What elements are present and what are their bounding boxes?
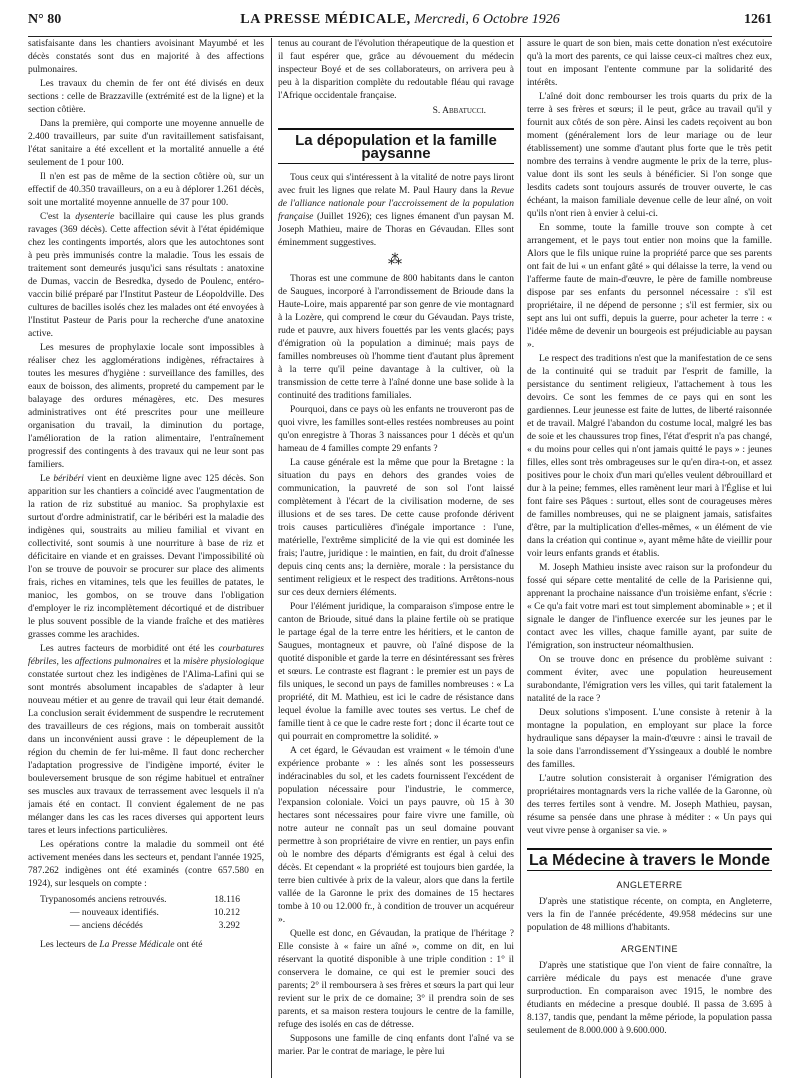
paragraph: Quelle est donc, en Gévaudan, la pratique de l'héritage ? Elle consiste à « faire un aîné », comme on dit, en lui réservant la quotité disponible à une triple condition : 1° il conservera le domaine, ce qui est le premier souci des parents; 2° il remboursera à ses frères et sœurs la part qui leur revient sur le prix de ce domaine; 3° il prendra soin de ses parents, et sa maison restera toujours le centre de la famille, refuge des isolés en cas de détresse. — [278, 929, 514, 1030]
country-heading: ANGLETERRE — [616, 880, 683, 890]
publication-name: LA PRESSE MÉDICALE, — [240, 12, 411, 27]
text-run: constatée surtout chez les indigènes de l'Alima-Lafini qui se sont montrés absolument incapables de s'adapter à leur nouveau métier et au genre de travail qui leur était demandé. La conclusion serait évidemment de suspendre le recrutement des travailleurs de ces régions, mais on tomberait aussitôt dans un inconvénient aussi grave : le dépeuplement de la région du chemin de fer lui-même. Il faut donc rechercher l'adaptation progressive de l'indigène importé, éviter le bouleversement brusque de son régime habituel et entraîner ses muscles aux travaux de terrassement avec lesquels il n'a jamais été en contact. Il convient également de ne pas mélanger dans les cas les races diverses qui apportent leurs tares et leurs infections particulières. — [28, 670, 264, 836]
paragraph: Thoras est une commune de 800 habitants dans le canton de Saugues, incorporé à l'arrondissement de Brioude dans la Haute-Loire, mais apparenté par son genre de vie montagnard à la Lozère, qui comprend le cœur du Gévaudan. Pays triste, rude et pauvre, aux hivers fouettés par les vents glacés; pays d'émigration où la population a diminué; mais pays de familles nombreuses où l'homme tient d'autant plus âprement à la terre qu'il peine davantage à la cultiver, où la transmission de cette terre à l'aîné donne une base solide à la continuité des traditions familiales. — [278, 274, 514, 401]
text-run: et la — [161, 657, 184, 667]
text-run: bacillaire qui cause les plus grands ravages (369 décès). Cette affection sévit à l'état épidémique chez les contingents importés, alors que les autochtones sont à peu près immunisés contre la maladie. Tous les essais de traitement sont demeurés jusqu'ici sans résultats : anatoxine de Dumas, vaccin de Besredka, dysedo de Poulenc, entéro-vaccin bilié préparé par l'Institut Pasteur de Léopoldville. Des cultures de bacilles isolés chez les malades ont été envoyées à l'Institut Pasteur de Paris pour la recherche d'une anatoxine active. — [28, 212, 264, 339]
column-3 — [527, 38, 772, 1078]
table-row — [40, 920, 240, 933]
paragraph: Les mesures de prophylaxie locale sont impossibles à réaliser chez les agglomérations indigènes, réfractaires à toutes les mesures d'hygiène : surveillance des familles, des eaux de boisson, des aliments, propreté du campement par le balayage des ordures ménagères, etc. Des mesures administratives ont été prescrites pour une meilleure organisation du travail, la diminution du portage, l'amélioration de la ration alimentaire, l'entraînement progressif des contingents à des travaux qui ne leur sont pas familiers. — [28, 343, 264, 470]
column-1 — [28, 38, 264, 1078]
emphasis: dysenterie — [75, 212, 115, 222]
page-header — [28, 10, 772, 37]
paragraph — [28, 211, 264, 341]
paragraph — [28, 473, 264, 642]
paragraph: Dans la première, qui comporte une moyenne annuelle de 2.400 travailleurs, par suite d'un ravitaillement satisfaisant, l'état sanitaire a été excellent et la mortalité annuelle a été seulement de 1 pour 100. — [28, 119, 264, 168]
text-run: (Juillet 1926); ces lignes émanent d'un paysan M. Joseph Mathieu, maire de Thoras en Gévaudan. Elles sont éminemment suggestives. — [278, 212, 514, 248]
asterism-divider: ⁂ — [388, 253, 404, 268]
table-row — [40, 907, 240, 920]
stat-value: 18.116 — [214, 895, 240, 905]
stat-label: — nouveaux identifiés. — [70, 908, 159, 918]
column-divider — [271, 38, 272, 1078]
paragraph: Les travaux du chemin de fer ont été divisés en deux sections : celle de Brazzaville (extrémité est de la ligne) et la section côtière. — [28, 79, 264, 115]
emphasis: Revue de l'alliance nationale pour l'accroissement de la population française — [278, 186, 514, 222]
paragraph: Pour l'élément juridique, la comparaison s'impose entre le canton de Brioude, situé dans la plaine fertile où se pratique le partage égal de la terre entre les héritiers, et le canton de Saugues, montagneux et pauvre, où l'aîné dispose de la quotité disponible et garde la terre en désintéressant ses frères et sœurs. Le contraste est flagrant : le premier est un pays de fils uniques, le second un pays de familles nombreuses : « La propriété, dit M. Mathieu, est ici le cadre de résistance dans lequel évolue la famille avec toutes ses vertus. Le chef de famille tient à ce que le cadre reste fort ; donc il écarte tout ce qui pourrait en compromettre la solidité. » — [278, 602, 514, 742]
section-title: La Médecine à travers le Monde — [527, 848, 772, 871]
page-number: 1261 — [744, 12, 772, 27]
sleeping-sickness-stats — [40, 894, 240, 933]
paragraph: assure le quart de son bien, mais cette donation n'est exécutoire qu'à la mort des parents, ce qui laisse ceux-ci maîtres chez eux, tout en imposant l'entente commune par la solidarité des intérêts. — [527, 39, 772, 88]
running-title — [28, 12, 772, 28]
emphasis: misère physiologique — [183, 657, 264, 667]
text-run: ont été — [174, 940, 203, 950]
stat-label: Trypanosomés anciens retrouvés. — [40, 895, 167, 905]
text-run: Les lecteurs de — [40, 940, 100, 950]
paragraph: A cet égard, le Gévaudan est vraiment « le témoin d'une expérience probante » : les aînés sont les possesseurs indéracinables du sol, et les cadets fournissent l'excédent de population nécessaire pour l'industrie, le commerce, l'expansion coloniale. Voici un pays pauvre, où 15 à 30 hectares sont nécessaires pour faire vivre une famille, où notre auteur ne connaît pas un seul domaine pouvant permettre à son propriétaire de vivre en rentier, un pays enfin où le nombre des départs d'émigrants est égal à celui des décès. Et cependant « la propriété est toujours bien gardée, la terre bien cultivée à prix de la valeur, alors que dans la fertile vallée de la Garonne le prix des domaines de 15 hectares tombe à 10 ou 12.000 fr., à condition de trouver un acquéreur ». — [278, 746, 514, 925]
paragraph: Supposons une famille de cinq enfants dont l'aîné va se marier. Par le contrat de mariage, le père lui — [278, 1034, 514, 1057]
paragraph: Pourquoi, dans ce pays où les enfants ne trouveront pas de quoi vivre, les familles sont-elles restées nombreuses au point qu'on enregistre à Thoras 3 naissances pour 1 décès et qu'un hameau de 4 familles compte 29 enfants ? — [278, 405, 514, 454]
lead-paragraph — [278, 172, 514, 250]
author-signature: S. Abbatucci. — [432, 106, 486, 116]
country-heading: ARGENTINE — [620, 944, 678, 954]
paragraph: Les opérations contre la maladie du sommeil ont été activement menées dans les secteurs et, pendant l'année 1925, 787.262 indigènes ont été examinés (contre 657.580 en 1924), sur lesquels on compte : — [28, 840, 264, 889]
text-run: C'est la — [40, 212, 76, 222]
text-run: vient en deuxième ligne avec 125 décès. Son apparition sur les chantiers a coïncidé avec l'augmentation de la ration de riz substitué au manioc. Sa prophylaxie est surtout d'ordre administratif, car le béribéri est la maladie des indigènes qui, soustraits au milieu familial et vivant en collectivité, sont soumis à une nourriture à base de riz et déficitaire en viande et en graisses. Devant l'impossibilité où l'on se trouve de pouvoir se procurer sur place des aliments frais, riches en vitamines, tels que les feuilles de patates, le manioc, les gombos, on se trouve dans l'obligation d'employer le riz incomplètement décortiqué et de distribuer le plus souvent possible de la viande fraîche et des matières grasses comme les arachides. — [28, 474, 264, 640]
emphasis: La Presse Médicale — [99, 940, 175, 950]
paragraph — [28, 643, 264, 838]
stat-value: 3.292 — [218, 921, 240, 931]
paragraph: La cause générale est la même que pour la Bretagne : la situation du pays en dehors des grandes voies de communication, la pauvreté de son sol l'ont laissé complètement à l'écart de la civilisation moderne, de ses illusions et de ses tares. De cette cause profonde dérivent trois causes particulières d'inégale importance : l'une, matérielle, l'extrême simplicité de la vie qui est dominée les frais; l'autre, juridique : le maintien, en fait, du droit d'aînesse depuis cinq cents ans; la dernière, morale : la persistance du sentiment religieux et le respect des traditions. Arrêtons-nous sur ces deux derniers éléments. — [278, 458, 514, 598]
column-2 — [278, 38, 514, 1078]
text-run: Le — [40, 474, 54, 484]
paragraph: Le respect des traditions n'est que la manifestation de ce sens de la continuité qui se traduit par l'esprit de famille, la persistance du sentiment religieux, l'attachement à tous les devoirs. Ce sont les femmes de ce pays qui en sont les gardiennes. Leur jeunesse est faite de luttes, de liberté raisonnée et de travail. Malgré l'abandon du costume local, malgré les bas de soie et les chaussures trop fines, l'état d'esprit n'a pas changé, « du moins pour celles qui n'ont jamais quitté le pays » : jeunes filles, elles sont très ombrageuses sur le qu'en dira-t-on, et assez positives pour le choix d'un mari qu'elles veulent débrouillard et dur à la peine; femmes, elles ramènent leur mari à l'Église et lui font faire ses Pâques : surtout, elles sont de courageuses mères de familles nombreuses, qui ne se plaignent jamais, satisfaites d'être, par la multiplication d'elles-mêmes, « un élément de vie dans la création qui continue », ayant même hâte de vieillir pour voir leurs enfants grands et établis. — [527, 354, 772, 559]
paragraph: On se trouve donc en présence du problème suivant : comment éviter, avec une population heureusement surabondante, l'émigration vers les villes, qui tarit fatalement la natalité de la race ? — [527, 655, 772, 704]
paragraph: M. Joseph Mathieu insiste avec raison sur la profondeur du fossé qui sépare cette mentalité de celle de la Parisienne qui, apprenant la prochaine naissance d'un troisième enfant, s'écrie : « Ce qu'a fait votre mari est tout simplement abominable » ; et il signale le danger de l'influence exercée sur les jeunes par le contact avec les villes, chaque famille ayant, par suite de l'émigration, son instructeur néomalthusien. — [527, 563, 772, 651]
emphasis: béribéri — [53, 474, 84, 484]
stat-value: 10.212 — [213, 908, 240, 918]
paragraph: En somme, toute la famille trouve son compte à cet arrangement, et le pays tout entier non moins que la famille. Alors que le fils unique ruine la propriété parce que ses parents ont fait de lui « un enfant gâté » qui délaisse la terre, la vend ou l'afferme faute de main-d'œuvre, le père de famille nombreuse dispose par ses enfants du personnel nécessaire : s'il est propriétaire, il ne dépend de personne ; s'il est fermier, six ou sept ans lui ont suffi, depuis la guerre, pour acheter la terre : « l'idée même de devenir un bourgeois est préjudiciable au paysan ». — [527, 223, 772, 350]
paragraph: Il n'en est pas de même de la section côtière où, sur un effectif de 40.350 travailleurs, on a eu à déplorer 1.261 décès, soit une mortalité moyenne annuelle de 37 pour 100. — [28, 172, 264, 208]
paragraph — [28, 939, 264, 952]
paragraph: satisfaisante dans les chantiers avoisinant Mayumbé et les décès constatés sont dus en majorité à des affections pulmonaires. — [28, 39, 264, 75]
text-run: Les autres facteurs de morbidité ont été les — [40, 644, 219, 654]
text-run: , les — [56, 657, 75, 667]
paragraph: Deux solutions s'imposent. L'une consiste à retenir à la montagne la population, en employant sur place la force hydraulique sans dépayser la main-d'œuvre : ainsi le travail de la soie dans l'arrondissement d'Yssingeaux a doublé le nombre des familles. — [527, 708, 772, 770]
paragraph: D'après une statistique récente, on compta, en Angleterre, vers la fin de l'année précédente, 49.958 médecins sur une population de 48 millions d'habitants. — [527, 897, 772, 933]
text-run: Tous ceux qui s'intéressent à la vitalité de notre pays liront avec fruit les lignes que relate M. Paul Haury dans la — [278, 173, 514, 196]
paragraph: L'autre solution consisterait à organiser l'émigration des propriétaires montagnards vers la riche vallée de la Garonne, où des terres fertiles sont à vendre. M. Joseph Mathieu, paysan, résume sa pensée dans une phrase à méditer : « Un pays qui veut vivre pense à organiser sa vie. » — [527, 774, 772, 836]
article-title: La dépopulation et la famille paysanne — [278, 128, 514, 164]
paragraph: L'aîné doit donc rembourser les trois quarts du prix de la terre à ses frères et sœurs; il le peut, grâce au travail qu'il y fournit aux côtés de son père. Ainsi les cadets reçoivent au bon moment (généralement lors de leur mariage ou de leur établissement) une somme d'autant plus forte que le très petit nombre des terrains à vendre augmente le prix de la terre, plus-value dont ils sont les seuls à bénéficier. Si l'on songe que lesdits cadets sont toujours assurés de trouver ouverte, le cas échéant, la maison familiale devenue celle de leur aîné, on voit qu'ils n'ont rien à envier à celui-ci. — [527, 92, 772, 219]
issue-number: N° 80 — [28, 12, 62, 27]
paragraph: tenus au courant de l'évolution thérapeutique de la question et il faut espérer que, grâce au dévouement du médecin inspecteur Boyé et de ses collaborateurs, on arrivera peu à peu à la disparition complète du redoutable fléau qui ravage l'Afrique occidentale française. — [278, 39, 514, 101]
column-divider — [520, 38, 521, 1078]
issue-date: Mercredi, 6 Octobre 1926 — [414, 12, 560, 27]
emphasis: affections pulmonaires — [74, 657, 162, 667]
emphasis: courbatures fébriles — [28, 644, 264, 667]
table-row — [40, 894, 240, 907]
paragraph: D'après une statistique que l'on vient de faire connaître, la carrière médicale du pays est menacée d'une grave surproduction. En comparaison avec 1915, le nombre des étudiants en médecine a presque doublé. Il passa de 3.695 à 8.137, tandis que, pendant la même période, la population passa seulement de 8.000.000 à 9.600.000. — [527, 961, 772, 1036]
stat-label: — anciens décédés — [70, 921, 143, 931]
